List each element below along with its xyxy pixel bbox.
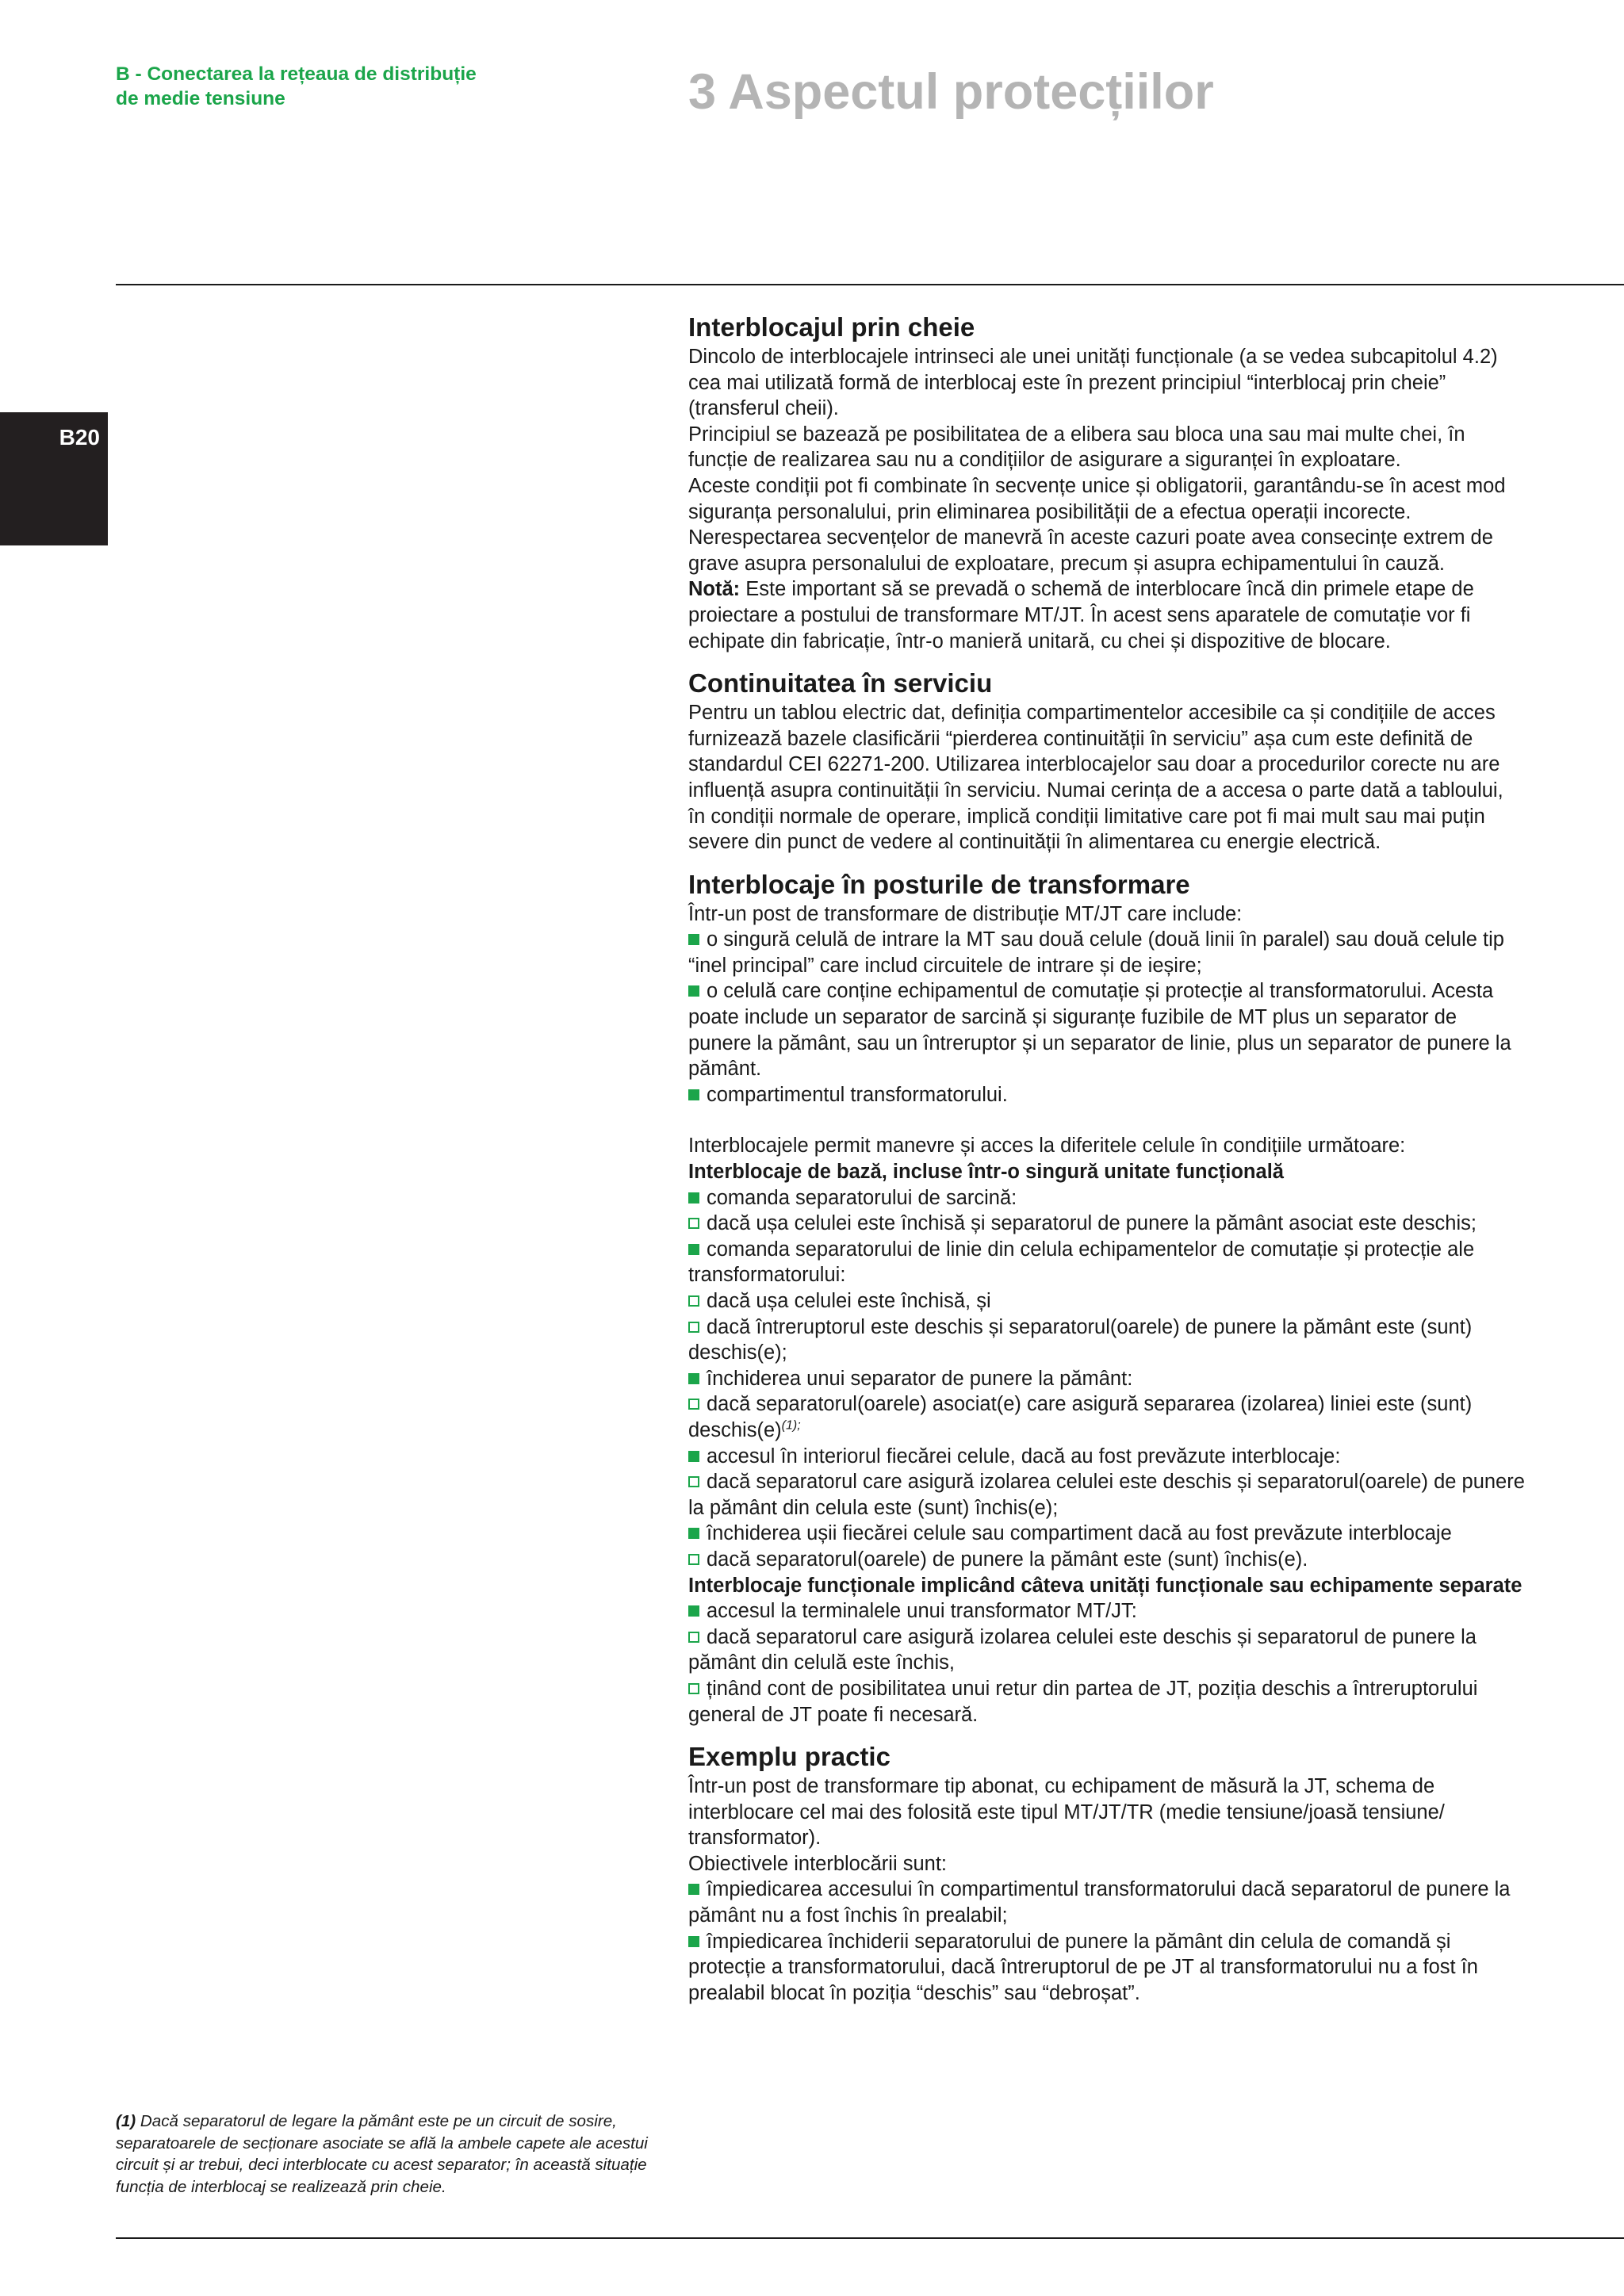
hollow-square-bullet-icon [688,1683,699,1694]
note-text: Este important să se prevadă o schemă de interblocare încă din primele etape de proiectare a postului de transformare MT/JT. În acest sens aparatele de comutație vor fi echipate din fabricație, într-o manieră unitară, cu chei și dispozitive de blocare. [688,578,1474,652]
list-item: închiderea unui separator de punere la pământ: [688,1366,1525,1392]
section-practical-example [688,1740,1525,2006]
list-item: o singură celulă de intrare la MT sau două celule (două linii în paralel) sau două celule tip “inel principal” care includ circuitele de intrare și de ieșire; [688,928,1504,977]
list-item: accesul la terminalele unui transformator MT/JT: [688,1598,1525,1624]
filled-square-bullet-icon [688,1451,699,1462]
note-paragraph [688,576,1525,654]
paragraph: Nerespectarea secvențelor de manevră în aceste cazuri poate avea consecințe extrem de grave asupra personalului de exploatare, precum și asupra echipamentului în cauză. [688,526,1493,575]
hollow-square-bullet-icon [688,1632,699,1643]
list-item: dacă separatorul care asigură izolarea celulei este deschis și separatorul de punere la pământ din celulă este închis, [688,1625,1477,1674]
paragraph: Principiul se bazează pe posibilitatea de a elibera sau bloca una sau mai multe chei, în funcție de realizarea sau nu a condițiilor de asigurare a siguranței în exploatare. [688,423,1465,472]
section-service-continuity [688,667,1525,855]
filled-square-bullet-icon [688,1936,699,1947]
section-substation-interlocks [688,868,1525,1728]
section-heading: Exemplu practic [688,1742,891,1772]
page-tab [0,412,108,545]
paragraph: Într-un post de transformare de distribuție MT/JT care include: [688,902,1243,925]
page-number: B20 [59,425,100,450]
list-item: ținând cont de posibilitatea unui retur din partea de JT, poziția deschis a întreruptorului general de JT poate fi necesară. [688,1677,1478,1726]
list-item: compartimentul transformatorului. [688,1082,1525,1108]
filled-square-bullet-icon [688,1244,699,1255]
bottom-divider [116,2237,1624,2239]
list-item: comanda separatorului de sarcină: [688,1185,1525,1211]
list-item: accesul în interiorul fiecărei celule, dacă au fost prevăzute interblocaje: [688,1444,1525,1470]
footnote-reference: (1); [781,1418,801,1433]
paragraph: Interblocajele permit manevre și acces la diferitele celule în condițiile următoare: [688,1135,1406,1158]
paragraph: Dincolo de interblocajele intrinseci ale unei unități funcționale (a se vedea subcapitolul 4.2) cea mai utilizată formă de interblocaj este în prezent principiul “interblocaj prin cheie” (transferul cheii). [688,346,1498,420]
chapter-line-2: de medie tensiune [116,88,285,109]
main-content [688,311,1525,2019]
list-item: dacă separatorul(oarele) de punere la pământ este (sunt) închis(e). [688,1547,1525,1573]
hollow-square-bullet-icon [688,1476,699,1487]
filled-square-bullet-icon [688,1528,699,1539]
section-heading: Interblocaje în posturile de transformare [688,869,1190,899]
list-item: dacă separatorul(oarele) asociat(e) care asigură separarea (izolarea) liniei este (sunt) $deschis(e)^{(1);}$ [688,1393,1473,1441]
top-divider [116,284,1624,285]
footnote-text: Dacă separatorul de legare la pământ este pe un circuit de sosire, separatoarele de secționare asociate se află la ambele capete ale acestui circuit și ar trebui, deci interblocate cu acest separator; în această situație funcția de interblocaj se realizează prin cheie. [116,2112,648,2196]
page-title: 3 Aspectul protecțiilor [688,64,1214,120]
hollow-square-bullet-icon [688,1322,699,1333]
paragraph: Pentru un tablou electric dat, definiția compartimentelor accesibile ca și condițiile de acces furnizează bazele clasificării “pierderea continuității în serviciu” așa cum este definită de standardul CEI 62271-200. Utilizarea interblocajelor sau doar a procedurilor corecte nu are influență asupra continuității în serviciu. Numai cerința de a accesa o parte dată a tabloului, în condiții normale de operare, implică condiții limitative care pot fi mai mult sau mai puțin severe din punct de vedere al continuității în alimentarea cu energie electrică. [688,702,1503,854]
spacer [688,1108,1525,1133]
paragraph: Într-un post de transformare tip abonat, cu echipament de măsură la JT, schema de interblocare cel mai des folosită este tipul MT/JT/TR (medie tensiune/joasă tensiune/ transformator). [688,1775,1445,1850]
list-item: dacă ușa celulei este închisă și separatorul de punere la pământ asociat este deschis; [688,1211,1525,1237]
hollow-square-bullet-icon [688,1218,699,1229]
subheading: Interblocaje funcționale implicând câteva unități funcționale sau echipamente separate [688,1574,1522,1597]
filled-square-bullet-icon [688,1605,699,1617]
chapter-header [116,62,477,111]
list-item: o celulă care conține echipamentul de comutație și protecție al transformatorului. Acesta poate include un separator de sarcină și siguranțe fuzibile de MT plus un separator de punere la pământ, sau un întreruptor și un separator de linie, plus un separator de punere la pământ. [688,980,1511,1081]
filled-square-bullet-icon [688,1089,699,1100]
hollow-square-bullet-icon [688,1295,699,1307]
filled-square-bullet-icon [688,934,699,945]
filled-square-bullet-icon [688,1192,699,1203]
list-item: împiedicarea închiderii separatorului de punere la pământ din celula de comandă și protecție a transformatorului, dacă întreruptorul de pe JT al transformatorului nu a fost în prealabil blocat în poziția “deschis” sau “debroșat”. [688,1930,1478,2004]
paragraph: Obiectivele interblocării sunt: [688,1852,947,1875]
hollow-square-bullet-icon [688,1399,699,1410]
filled-square-bullet-icon [688,1884,699,1895]
section-heading: Interblocajul prin cheie [688,312,975,342]
paragraph: Aceste condiții pot fi combinate în secvențe unice și obligatorii, garantându-se în acest mod siguranța personalului, prin eliminarea posibilității de a efectua operații incorecte. [688,474,1506,523]
hollow-square-bullet-icon [688,1554,699,1565]
filled-square-bullet-icon [688,1373,699,1384]
filled-square-bullet-icon [688,985,699,997]
list-item: dacă ușa celulei este închisă, și [688,1288,1525,1314]
subheading: Interblocaje de bază, incluse într-o singură unitate funcțională [688,1161,1284,1184]
list-item: închiderea ușii fiecărei celule sau compartiment dacă au fost prevăzute interblocaje [688,1521,1525,1547]
footnote-marker: (1) [116,2112,136,2130]
footnote [116,2110,657,2198]
list-item: comanda separatorului de linie din celula echipamentelor de comutație și protecție ale transformatorului: [688,1238,1475,1287]
section-heading: Continuitatea în serviciu [688,668,993,698]
section-key-interlocking [688,311,1525,654]
list-item: dacă întreruptorul este deschis și separatorul(oarele) de punere la pământ este (sunt) deschis(e); [688,1315,1473,1364]
list-item: dacă separatorul care asigură izolarea celulei este deschis și separatorul(oarele) de punere la pământ din celula este (sunt) închis(e); [688,1471,1525,1519]
list-item: împiedicarea accesului în compartimentul transformatorului dacă separatorul de punere la pământ nu a fost închis în prealabil; [688,1878,1511,1927]
note-label: Notă: [688,578,741,601]
chapter-line-1: B - Conectarea la rețeaua de distribuție [116,63,477,85]
